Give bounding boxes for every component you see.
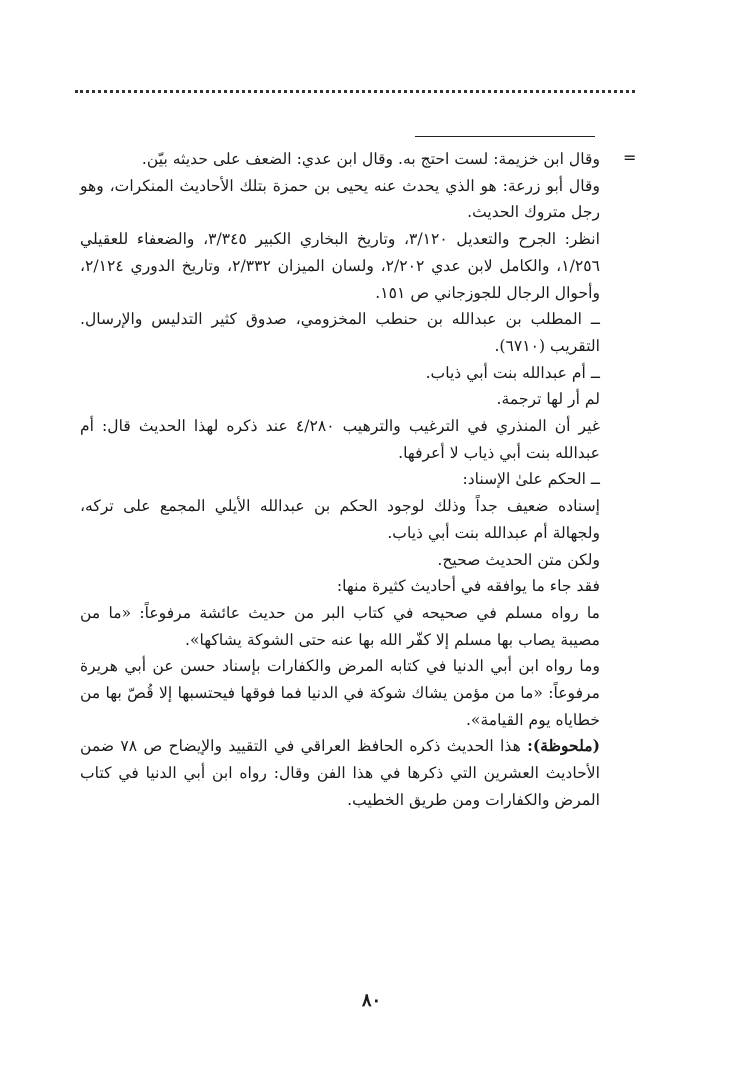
paragraph-references: انظر: الجرح والتعديل ٣/١٢٠، وتاريخ البخاري الكبير ٣/٣٤٥، والضعفاء للعقيلي ١/٢٥٦، والكامل لابن عدي ٢/٢٠٢، ولسان الميزان ٢/٣٣٢، وتاريخ الدوري ٢/١٢٤، وأحوال الرجال للجوزجاني ص ١٥١. (80, 230, 600, 302)
paragraph-ruling-heading: ــ الحكم علىٰ الإسناد: (462, 470, 600, 489)
paragraph-ibn-abi-dunya: وما رواه ابن أبي الدنيا في كتابه المرض والكفارات بإسناد حسن عن أبي هريرة مرفوعاً: «ما من مؤمن يشاك شوكة في الدنيا فما فوقها فيحتسبها إلا قُصّ بها من خطاياه يوم القيامة». (80, 657, 600, 729)
paragraph-matn-sahih: ولكن متن الحديث صحيح. (437, 550, 600, 569)
paragraph-abu-zurah: وقال أبو زرعة: هو الذي يحدث عنه يحيى بن حمزة بتلك الأحاديث المنكرات، وهو رجل متروك الحديث. (80, 176, 600, 222)
note-label: (ملحوظة): (527, 736, 600, 756)
paragraph-note (80, 733, 600, 813)
paragraph-supporting-intro: فقد جاء ما يوافقه في أحاديث كثيرة منها: (336, 577, 600, 596)
paragraph-muttalib: ــ المطلب بن عبدالله بن حنطب المخزومي، صدوق كثير التدليس والإرسال. التقريب (٦٧١٠). (80, 310, 600, 355)
footnote-separator (415, 136, 595, 137)
paragraph-ruling: إسناده ضعيف جداً وذلك لوجود الحكم بن عبدالله الأيلي المجمع على تركه، ولجهالة أم عبدالله بنت أبي ذياب. (80, 497, 600, 542)
paragraph-muslim-hadith: ما رواه مسلم في صحيحه في كتاب البر من حديث عائشة مرفوعاً: «ما من مصيبة يصاب بها مسلم إلا كفّر الله بها عنه حتى الشوكة يشاكها». (80, 603, 600, 649)
page-number: ٨٠ (361, 990, 382, 1011)
paragraph-mundhiri: غير أن المنذري في الترغيب والترهيب ٤/٢٨٠ عند ذكره لهذا الحديث قال: أم عبدالله بنت أبي ذياب لا أعرفها. (80, 417, 600, 462)
continuation-mark: = (623, 148, 637, 167)
note-text: هذا الحديث ذكره الحافظ العراقي في التقييد والإيضاح ص ٧٨ ضمن الأحاديث العشرين التي ذكرها في هذا الفن وقال: رواه ابن أبي الدنيا في كتاب المرض والكفارات ومن طريق الخطيب. (80, 737, 600, 809)
paragraph-no-biography: لم أر لها ترجمة. (496, 390, 600, 409)
paragraph-ibn-khuzaymah: وقال ابن خزيمة: لست احتج به. وقال ابن عدي: الضعف على حديثه بيّن. (141, 150, 600, 168)
header-dotted-rule (75, 90, 635, 93)
footnote-text (80, 146, 600, 814)
paragraph-umm-abdullah: ــ أم عبدالله بنت أبي ذياب. (425, 363, 600, 382)
